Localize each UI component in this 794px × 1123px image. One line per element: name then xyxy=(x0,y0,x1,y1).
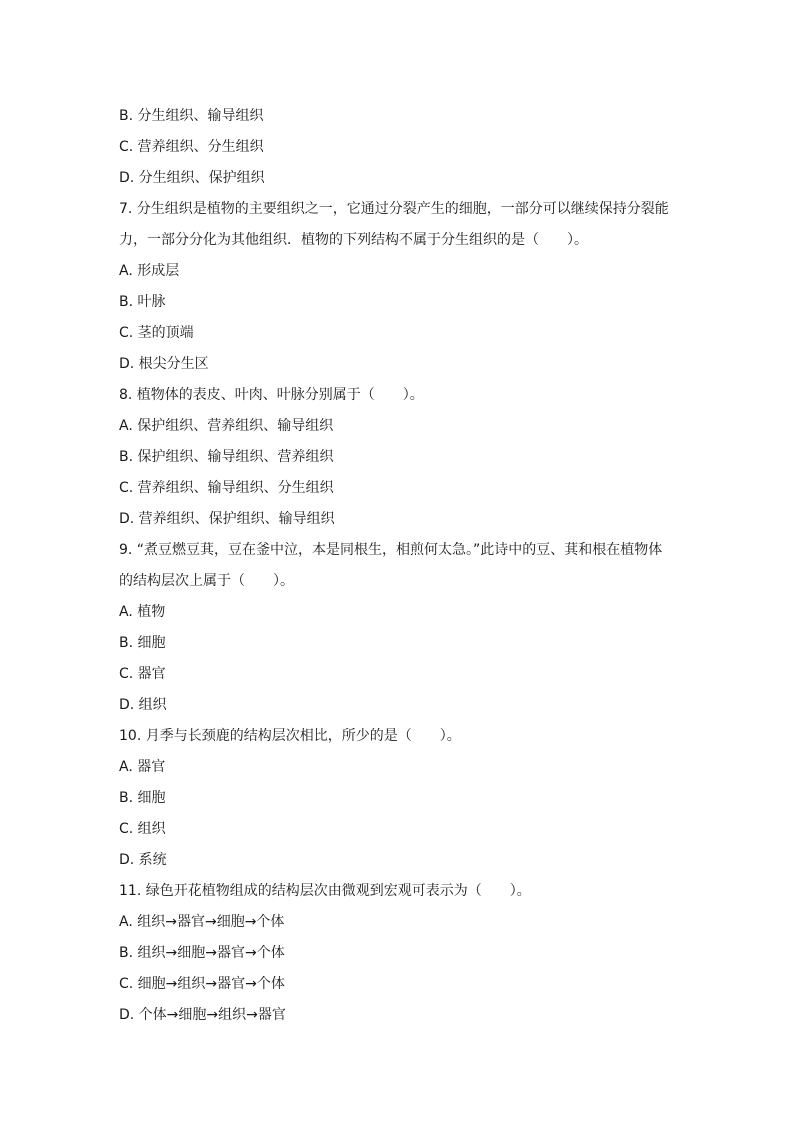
option-line: A. 形成层 xyxy=(119,263,180,279)
question-text: 8. 植物体的表皮、叶肉、叶脉分别属于（ ）。 xyxy=(119,387,424,403)
option-line: A. 保护组织、营养组织、输导组织 xyxy=(119,418,334,434)
option-line: C. 营养组织、输导组织、分生组织 xyxy=(119,480,334,496)
question-text: 的结构层次上属于（ ）。 xyxy=(119,573,294,589)
option-line: B. 细胞 xyxy=(119,635,166,651)
option-line: D. 营养组织、保护组织、输导组织 xyxy=(119,511,335,527)
option-line: C. 组织 xyxy=(119,821,166,837)
option-line: D. 分生组织、保护组织 xyxy=(119,170,265,186)
option-line: D. 个体→细胞→组织→器官 xyxy=(119,1007,286,1023)
option-line: D. 根尖分生区 xyxy=(119,356,209,372)
option-line: B. 叶脉 xyxy=(119,294,166,310)
option-line: A. 组织→器官→细胞→个体 xyxy=(119,914,285,930)
question-text: 10. 月季与长颈鹿的结构层次相比，所少的是（ ）。 xyxy=(119,728,461,744)
option-line: C. 茎的顶端 xyxy=(119,325,194,341)
question-text: 11. 绿色开花植物组成的结构层次由微观到宏观可表示为（ ）。 xyxy=(119,883,531,899)
option-line: B. 保护组织、输导组织、营养组织 xyxy=(119,449,334,465)
option-line: B. 细胞 xyxy=(119,790,166,806)
option-line: B. 分生组织、输导组织 xyxy=(119,108,264,124)
question-text: 9. “煮豆燃豆萁，豆在釜中泣，本是同根生，相煎何太急。”此诗中的豆、萁和根在植物体 xyxy=(119,542,663,558)
option-line: C. 器官 xyxy=(119,666,166,682)
page-content xyxy=(119,101,679,1031)
option-line: C. 细胞→组织→器官→个体 xyxy=(119,976,285,992)
option-line: D. 组织 xyxy=(119,697,167,713)
option-line: A. 器官 xyxy=(119,759,166,775)
option-line: B. 组织→细胞→器官→个体 xyxy=(119,945,285,961)
option-line: D. 系统 xyxy=(119,852,167,868)
question-text: 7. 分生组织是植物的主要组织之一，它通过分裂产生的细胞，一部分可以继续保持分裂能 xyxy=(119,201,669,217)
option-line: A. 植物 xyxy=(119,604,166,620)
option-line: C. 营养组织、分生组织 xyxy=(119,139,264,155)
question-text: 力，一部分分化为其他组织．植物的下列结构不属于分生组织的是（ ）。 xyxy=(119,232,588,248)
